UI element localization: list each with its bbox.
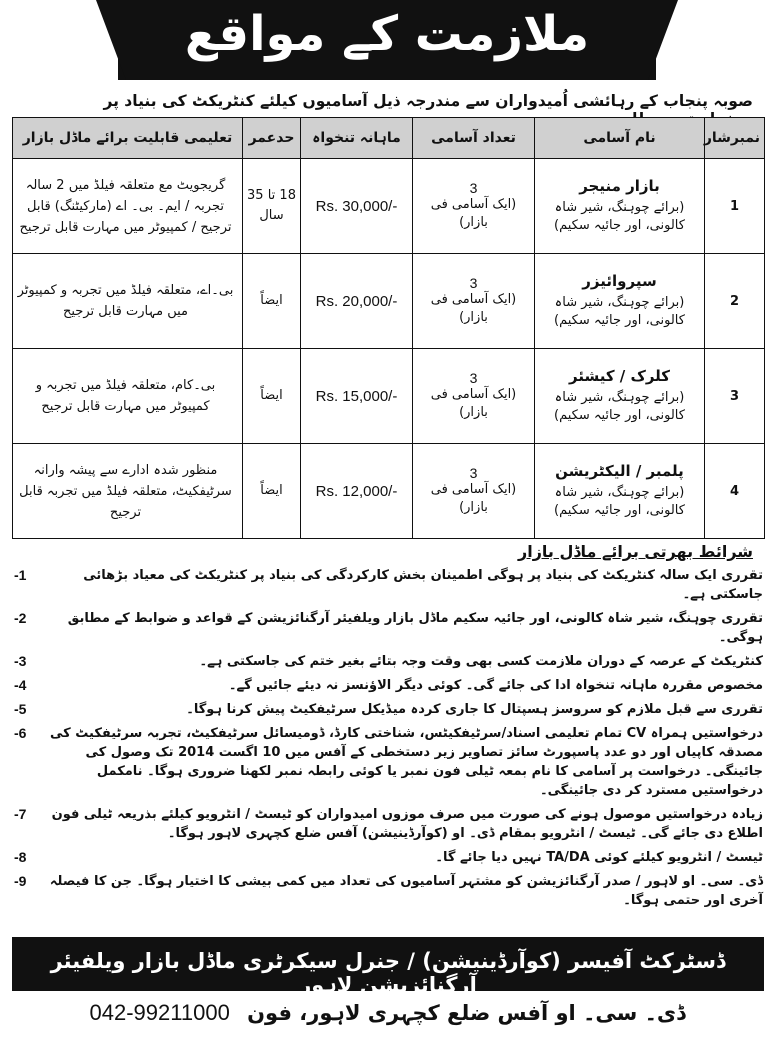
- header-serial-no: نمبرشار: [705, 118, 765, 159]
- term-text: تقرری سے قبل ملازم کو سروسز ہسپتال کا جاری کردہ میڈیکل سرٹیفکیٹ پیش کرنا ہوگا۔: [186, 702, 763, 717]
- count-cell: [413, 349, 535, 444]
- qualification: بی۔کام، متعلقہ فیلڈ میں تجربہ و کمپیوٹر میں مہارت قابل ترجیح: [13, 349, 243, 444]
- list-item: [14, 566, 763, 604]
- post-count: 3: [469, 465, 478, 481]
- post-locations: (برائے چوہنگ، شیر شاہ کالونی، اور جائیہ سکیم): [554, 485, 685, 518]
- list-item: [14, 609, 763, 647]
- post-count: 3: [469, 370, 478, 386]
- list-item: [14, 676, 763, 695]
- salary-cell: [301, 254, 413, 349]
- header-qualification: تعلیمی قابلیت برائے ماڈل بازار: [13, 118, 243, 159]
- term-text: تقرری ایک سالہ کنٹریکٹ کی بنیاد پر ہوگی اطمینان بخش کارکردگی کی بنیاد پر کنٹریکٹ کی معیاد بڑھائی جاسکتی ہے۔: [83, 568, 763, 602]
- salary-cell: [301, 349, 413, 444]
- post-cell: [535, 444, 705, 539]
- post-cell: [535, 349, 705, 444]
- table-row: [13, 159, 765, 254]
- salary: Rs. 20,000/-: [315, 292, 398, 310]
- count-note: (ایک آسامی فی بازار): [430, 387, 517, 420]
- term-text: مخصوص مقررہ ماہانہ تنخواہ ادا کی جائے گی۔ کوئی دیگر الاؤنسز نہ دیئے جائیں گے۔: [228, 678, 763, 693]
- post-title: کلرک / کیشئر: [568, 367, 671, 385]
- post-cell: [535, 159, 705, 254]
- office-address: ڈی۔ سی۔ او آفس ضلع کچہری لاہور، فون: [247, 1001, 686, 1025]
- term-text: درخواستیں ہمراہ CV تمام تعلیمی اسناد/سرٹیفکیٹس، شناختی کارڈ، ڈومیسائل سرٹیفکیٹ، تجربہ سرٹیفکیٹ کی مصدقہ کاپیاں اور دو عدد پاسپورٹ سائز تصاویر زیر دستخطی کے آفس میں 10 اگست 2014 تک وصول کی جائینگی۔ درخواست پر آسامی کا نام بمعہ ٹیلی فون نمبر یا کوئی رابطہ نمبر لکھنا ضروری ہوگا۔ نامکمل درخواستیں مسترد کر دی جائینگی۔: [50, 726, 763, 798]
- phone-number: 042-99211000: [89, 1000, 230, 1025]
- list-item: [14, 652, 763, 671]
- term-number: -1: [14, 567, 27, 583]
- post-title: پلمبر / الیکٹریشن: [555, 462, 684, 480]
- term-text: تقرری چوہنگ، شیر شاہ کالونی، اور جائیہ سکیم ماڈل بازار ویلفیئر آرگنائزیشن کے قواعد و ضوابط کے مطابق ہوگی۔: [67, 611, 763, 645]
- jobs-table: [12, 117, 765, 539]
- header-salary: ماہانہ تنخواہ: [301, 118, 413, 159]
- page-title: ملازمت کے مواقع: [184, 6, 590, 62]
- term-number: -8: [14, 849, 27, 865]
- term-number: -4: [14, 677, 27, 693]
- term-number: -7: [14, 806, 27, 822]
- post-title: سپروائیزر: [582, 272, 657, 290]
- post-count: 3: [469, 180, 478, 196]
- term-number: -9: [14, 873, 27, 889]
- age-limit: ایضاً: [243, 444, 301, 539]
- title-banner: [118, 0, 656, 80]
- post-cell: [535, 254, 705, 349]
- count-cell: [413, 159, 535, 254]
- count-note: (ایک آسامی فی بازار): [430, 482, 517, 515]
- qualification: منظور شدہ ادارے سے پیشہ وارانہ سرٹیفکیٹ، متعلقہ فیلڈ میں تجربہ قابل ترجیح: [13, 444, 243, 539]
- age-limit: 18 تا 35 سال: [243, 159, 301, 254]
- term-text: زیادہ درخواستیں موصول ہونے کی صورت میں صرف موزوں امیدواران کو ٹیسٹ / انٹرویو کیلئے بذریعہ ٹیلی فون اطلاع دی جائے گی۔ ٹیسٹ / انٹرویو بمقام ڈی۔ او (کوآرڈینیشن) آفس ضلع کچہری لاہور ہوگا۔: [51, 807, 763, 841]
- serial-no: 3: [705, 349, 765, 444]
- term-number: -6: [14, 725, 27, 741]
- qualification: گریجویٹ مع متعلقہ فیلڈ میں 2 سالہ تجربہ / ایم۔ بی۔ اے (مارکیٹنگ) قابل ترجیح / کمپیوٹر میں مہارت قابل ترجیح: [13, 159, 243, 254]
- header-post-count: تعداد آسامی: [413, 118, 535, 159]
- count-note: (ایک آسامی فی بازار): [430, 197, 517, 230]
- serial-no: 2: [705, 254, 765, 349]
- table-row: [13, 349, 765, 444]
- list-item: [14, 805, 763, 843]
- table-row: [13, 254, 765, 349]
- list-item: [14, 700, 763, 719]
- issuing-office: ڈسٹرکٹ آفیسر (کوآرڈینیشن) / جنرل سیکرٹری ماڈل بازار ویلفیئر آرگنائزیشن لاہور: [50, 949, 726, 997]
- post-locations: (برائے چوہنگ، شیر شاہ کالونی، اور جائیہ سکیم): [554, 200, 685, 233]
- terms-heading: شرائط بھرتی برائے ماڈل بازار: [518, 542, 753, 561]
- salary-cell: [301, 159, 413, 254]
- salary: Rs. 15,000/-: [315, 387, 398, 405]
- contact-line: [0, 1000, 775, 1026]
- serial-no: 4: [705, 444, 765, 539]
- header-age-limit: حدعمر: [243, 118, 301, 159]
- terms-list: [14, 566, 763, 915]
- post-count: 3: [469, 275, 478, 291]
- age-limit: ایضاً: [243, 349, 301, 444]
- count-note: (ایک آسامی فی بازار): [430, 292, 517, 325]
- table-row: [13, 444, 765, 539]
- serial-no: 1: [705, 159, 765, 254]
- post-title: بازار منیجر: [579, 177, 660, 195]
- salary: Rs. 30,000/-: [315, 197, 398, 215]
- qualification: بی۔اے، متعلقہ فیلڈ میں تجربہ و کمپیوٹر میں مہارت قابل ترجیح: [13, 254, 243, 349]
- post-locations: (برائے چوہنگ، شیر شاہ کالونی، اور جائیہ سکیم): [554, 295, 685, 328]
- count-cell: [413, 254, 535, 349]
- salary: Rs. 12,000/-: [315, 482, 398, 500]
- term-number: -3: [14, 653, 27, 669]
- list-item: [14, 848, 763, 867]
- term-text: ٹیسٹ / انٹرویو کیلئے کوئی TA/DA نہیں دیا جائے گا۔: [435, 850, 763, 865]
- post-locations: (برائے چوہنگ، شیر شاہ کالونی، اور جائیہ سکیم): [554, 390, 685, 423]
- footer-banner: [12, 937, 764, 997]
- header-post-name: نام آسامی: [535, 118, 705, 159]
- list-item: [14, 872, 763, 910]
- list-item: [14, 724, 763, 800]
- term-number: -5: [14, 701, 27, 717]
- term-text: ڈی۔ سی۔ او لاہور / صدر آرگنائزیشن کو مشتہر آسامیوں کی تعداد میں کمی بیشی کا اختیار ہوگا۔ جن کا فیصلہ آخری اور حتمی ہوگا۔: [49, 874, 763, 908]
- term-number: -2: [14, 610, 27, 626]
- table-header-row: [13, 118, 765, 159]
- term-text: کنٹریکٹ کے عرصہ کے دوران ملازمت کسی بھی وقت وجہ بتائے بغیر ختم کی جاسکتی ہے۔: [199, 654, 763, 669]
- salary-cell: [301, 444, 413, 539]
- age-limit: ایضاً: [243, 254, 301, 349]
- count-cell: [413, 444, 535, 539]
- intro-text: صوبہ پنجاب کے رہائشی اُمیدواران سے مندرجہ ذیل آسامیوں کیلئے کنٹریکٹ کی بنیاد پر: [103, 92, 753, 110]
